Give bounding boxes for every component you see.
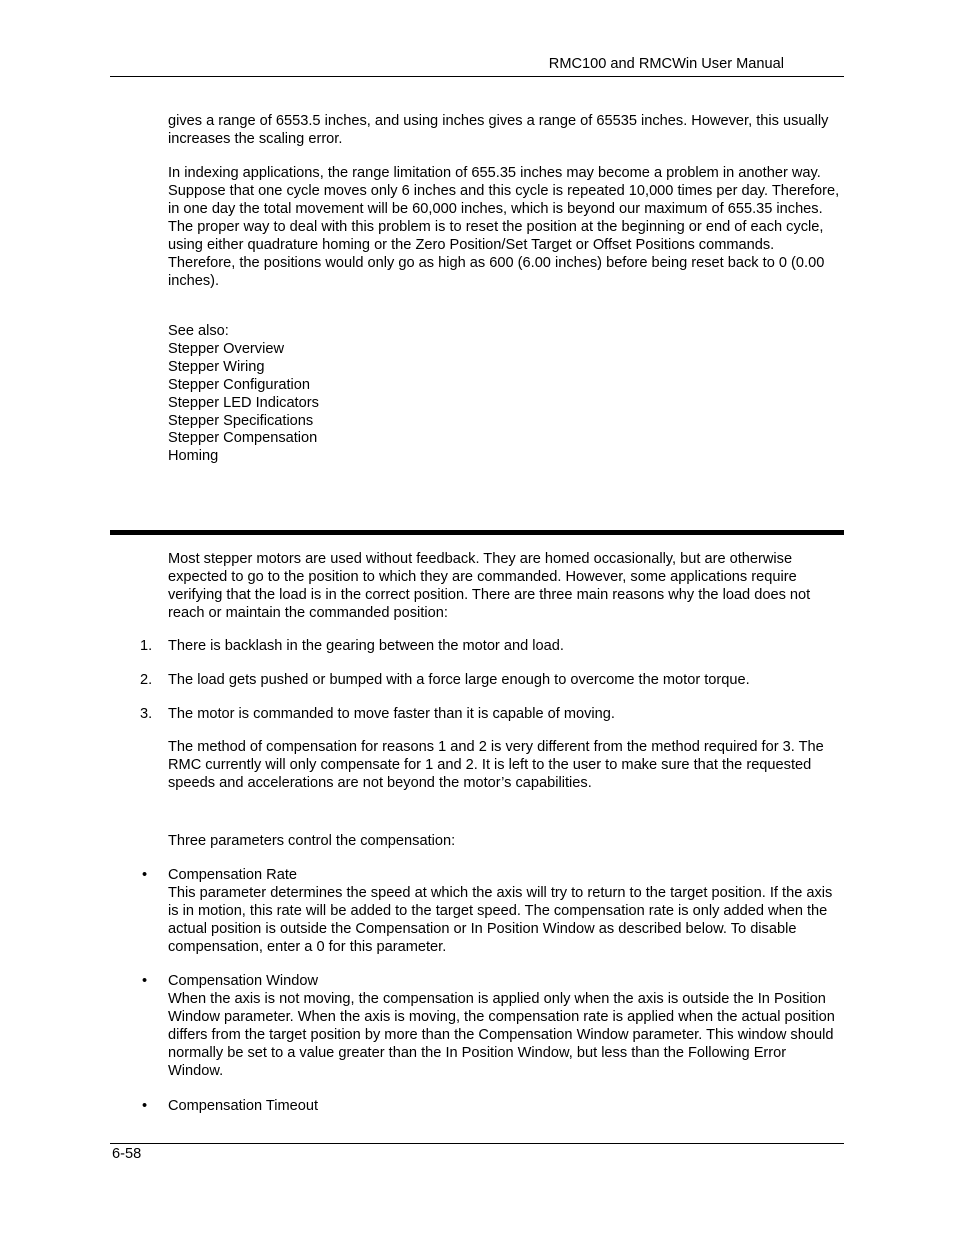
bullet-icon: • [142, 1098, 148, 1114]
see-also-label: See also: [168, 323, 229, 339]
reason-text: There is backlash in the gearing between the motor and load. [168, 638, 564, 654]
reason-text: The motor is commanded to move faster than it is capable of moving. [168, 706, 615, 722]
intro-paragraph-1: gives a range of 6553.5 inches, and using inches gives a range of 65535 inches. However, this usually increases the scaling error. [168, 113, 829, 147]
see-also-link-stepper-compensation[interactable]: Stepper Compensation [168, 430, 318, 447]
parameter-description: When the axis is not moving, the compensation is applied only when the axis is outside the In Position Window parameter. When the axis is moving, the compensation rate is applied when the actual position differs from the target position by more than the Compensation Window parameter. This window should normally be set to a value greater than the In Position Window, but less than the Following Error Window. [168, 991, 835, 1079]
reason-number: 1. [140, 638, 153, 654]
reason-number: 2. [140, 672, 153, 688]
see-also-link-homing[interactable]: Homing [168, 448, 219, 465]
parameter-description: This parameter determines the speed at which the axis will try to return to the target position. If the axis is in motion, this rate will be added to the target speed. The compensation rate is only added when the actual position is outside the Compensation or In Position Window as described below. To disable compensation, enter a 0 for this parameter. [168, 885, 833, 955]
parameter-name: Compensation Rate [168, 867, 297, 883]
page-header [110, 55, 844, 77]
bullet-icon: • [142, 867, 148, 883]
page-number: 6-58 [112, 1146, 142, 1162]
reason-number: 3. [140, 706, 153, 722]
see-also-link-stepper-configuration[interactable]: Stepper Configuration [168, 376, 310, 393]
section-divider [110, 530, 844, 535]
parameter-name: Compensation Timeout [168, 1098, 319, 1114]
see-also-link-stepper-overview[interactable]: Stepper Overview [168, 340, 284, 357]
page-footer [110, 1143, 844, 1162]
compensation-intro: Most stepper motors are used without feedback. They are homed occasionally, but are otherwise expected to go to the position to which they are commanded. However, some applications require verifying that the load is in the correct position. There are three main reasons why the load does not reach or maintain the commanded position: [168, 551, 811, 621]
parameter-name: Compensation Window [168, 973, 319, 989]
parameters-intro: Three parameters control the compensation: [168, 833, 456, 849]
see-also-link-stepper-specifications[interactable]: Stepper Specifications [168, 412, 314, 429]
reason-text: The load gets pushed or bumped with a force large enough to overcome the motor torque. [168, 672, 750, 688]
manual-title: RMC100 and RMCWin User Manual [548, 56, 784, 72]
see-also-link-stepper-wiring[interactable]: Stepper Wiring [168, 358, 265, 375]
intro-paragraph-2: In indexing applications, the range limitation of 655.35 inches may become a problem in another way. Suppose that one cycle moves only 6 inches and this cycle is repeated 10,000 times per day. Therefore, in one day the total movement will be 60,000 inches, which is beyond our maximum of 655.35 inches. The proper way to deal with this problem is to reset the position at the beginning or end of each cycle, using either quadrature homing or the Zero Position/Set Target or Offset Positions commands. Therefore, the positions would only go as high as 600 (6.00 inches) before being reset back to 0 (0.00 inches). [168, 165, 840, 289]
bullet-icon: • [142, 973, 148, 989]
compensation-method-paragraph: The method of compensation for reasons 1 and 2 is very different from the method required for 3. The RMC currently will only compensate for 1 and 2. It is left to the user to make sure that the requested speeds and accelerations are not beyond the motor’s capabilities. [168, 739, 824, 791]
see-also-section [168, 323, 319, 466]
see-also-link-stepper-led-indicators[interactable]: Stepper LED Indicators [168, 394, 319, 411]
